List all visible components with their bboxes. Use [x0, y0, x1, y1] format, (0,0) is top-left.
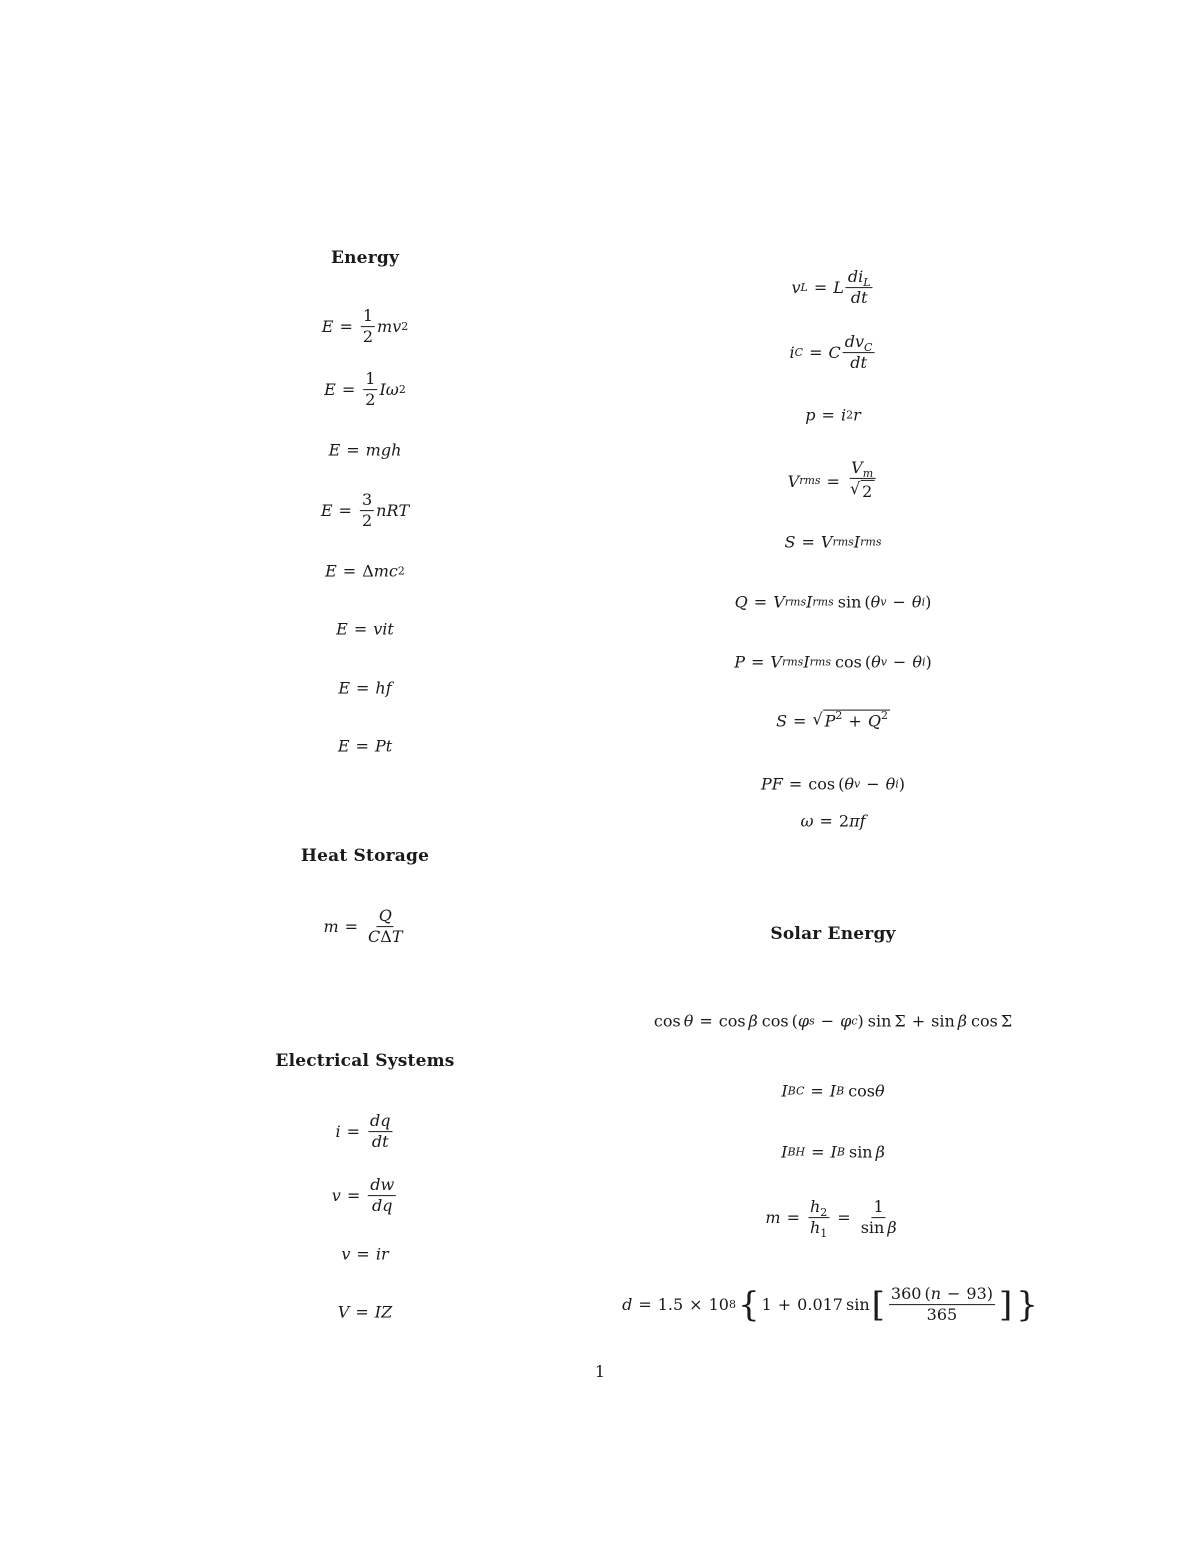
frac-den: 2 [365, 390, 376, 410]
subscript: m [862, 466, 874, 480]
func: sin [848, 1142, 873, 1162]
sym: θ [870, 592, 881, 612]
func: cos [718, 1011, 746, 1031]
frac-den [370, 1133, 391, 1152]
sym: V [787, 471, 800, 491]
brace: { [737, 1285, 760, 1325]
op: = [355, 736, 369, 756]
eq-electric-energy [336, 620, 394, 639]
eq-mass-energy: E = Δ m c 2 [325, 561, 405, 581]
func: cos [835, 652, 862, 672]
op: − [892, 592, 906, 612]
sym: β [748, 1011, 758, 1031]
fraction [808, 1197, 829, 1241]
num: 1 [761, 1295, 772, 1315]
sym: ω [385, 380, 399, 400]
sym: g [380, 440, 392, 460]
frac-num: 3 [360, 491, 374, 511]
radicand: 2 [862, 482, 873, 502]
paren: ) [925, 652, 932, 672]
sym: θ [683, 1011, 694, 1031]
fraction [366, 907, 404, 947]
subscript: 1 [820, 1227, 828, 1241]
sym: t [860, 353, 867, 373]
eq-ohms-law [341, 1245, 388, 1264]
eq-capacitor-current: i C = C $\frac{dv_C}{dt}$ [789, 332, 873, 373]
frac-den: 365 [926, 1305, 958, 1325]
eq-reactive-power: Q = V rms I rms sin ( θ v − θ i ) [734, 592, 932, 612]
sym: v [341, 1244, 351, 1264]
frac-num [808, 1198, 829, 1218]
fraction [368, 1112, 393, 1152]
sym: P [734, 652, 746, 672]
square-root [850, 480, 874, 503]
sym: i [858, 267, 864, 287]
frac-den [848, 354, 869, 373]
frac-num: 1 [361, 307, 375, 327]
sym: Q [867, 711, 881, 731]
sym: Z [381, 1302, 393, 1322]
op: + [777, 1295, 792, 1315]
fraction [360, 491, 374, 531]
sym: p [805, 405, 816, 425]
frac-den [849, 289, 870, 308]
eq-inductor-voltage: v L = L $\frac{di_L}{dt}$ [791, 267, 871, 308]
op: = [339, 317, 353, 337]
sym: φ [797, 1011, 810, 1031]
func: cos [653, 1011, 681, 1031]
sym: i [840, 405, 847, 425]
op: = [346, 1186, 361, 1206]
sym: m [373, 561, 389, 581]
sym: P [760, 774, 772, 794]
sym: C [828, 343, 841, 363]
func: sin [867, 1011, 892, 1031]
op: = [801, 532, 815, 552]
sym: π [849, 811, 860, 831]
op: = [837, 1208, 851, 1228]
paren: ( [791, 1011, 798, 1031]
paren: ) [857, 1011, 864, 1031]
op: − [947, 1284, 961, 1304]
sym: I [781, 1081, 788, 1101]
op: = [819, 811, 833, 831]
sym: θ [911, 592, 922, 612]
sym: Δ [362, 561, 374, 581]
func: sin [860, 1218, 885, 1238]
radicand [823, 710, 890, 733]
sym: v [392, 317, 402, 337]
sym: m [765, 1208, 781, 1228]
frac-den [366, 928, 404, 947]
heading-solar-energy: Solar Energy [770, 924, 896, 944]
op: = [810, 1081, 824, 1101]
frac-num: 1 [363, 370, 377, 390]
sym: d [371, 1196, 383, 1216]
eq-power-dissipation: p = i 2 r [805, 405, 861, 425]
paren: ( [838, 774, 845, 794]
sym: I [829, 1081, 837, 1101]
op: = [751, 652, 765, 672]
sym: Σ [894, 1011, 906, 1031]
sym: P [374, 736, 386, 756]
sym: θ [885, 774, 896, 794]
eq-power-factor: P F = cos ( θ v − θ i ) [760, 774, 906, 794]
paren: ( [924, 1284, 931, 1304]
eq-earth-sun-distance: d = 1.5 × 10 8 { 1 + 0.017 sin [ $\frac{360 (n - 93)}{365}$ ] } [622, 1284, 1038, 1325]
op: + [848, 711, 862, 731]
sym: I [379, 380, 386, 400]
sym: i [789, 343, 795, 363]
func: sin [837, 592, 862, 612]
sym: E [324, 380, 336, 400]
square-root [812, 710, 890, 733]
sym: V [773, 592, 785, 612]
sym: Σ [1000, 1011, 1013, 1031]
subscript: 2 [820, 1205, 828, 1219]
radical-sign: √ [812, 709, 823, 729]
eq-apparent-power: S = V rms I rms [784, 532, 882, 552]
frac-den [370, 1197, 395, 1216]
bracket: ] [999, 1285, 1013, 1325]
radical-sign: √ [849, 479, 861, 499]
op: − [866, 774, 880, 794]
eq-power-triangle [776, 710, 890, 733]
sym: r [853, 405, 861, 425]
op: = [353, 619, 368, 639]
sym: f [859, 811, 866, 831]
num: 0.017 [797, 1295, 843, 1315]
exp: 2 [880, 708, 888, 722]
sym: d [847, 267, 859, 287]
frac-num [846, 268, 873, 288]
op: = [344, 917, 359, 937]
sym: ω [800, 811, 814, 831]
frac-den: 2 [362, 327, 374, 347]
sym: v [373, 619, 383, 639]
op: = [826, 471, 840, 491]
eq-incidence-angle: cos θ = cos β cos ( φ s − φ c ) sin Σ + sin β cos Σ [653, 1011, 1013, 1031]
op: = [356, 678, 370, 698]
subscript: C [864, 340, 873, 354]
heading-energy: Energy [330, 248, 400, 268]
op: × [689, 1295, 703, 1315]
eq-photon-energy [338, 679, 391, 698]
sym: E [336, 619, 348, 639]
sym: n [930, 1284, 942, 1304]
num: 1.5 [657, 1295, 684, 1315]
sym: c [388, 561, 398, 581]
fraction [859, 1198, 899, 1238]
sym: v [331, 1186, 341, 1206]
op: = [786, 1208, 800, 1228]
frac-num: Q [377, 907, 394, 927]
frac-den: 2 [361, 511, 373, 531]
sym: m [365, 440, 381, 460]
sym: β [957, 1011, 967, 1031]
sym: Δ [380, 927, 392, 947]
sym: h [391, 440, 402, 460]
num: 10 [708, 1295, 729, 1315]
fraction [843, 333, 875, 373]
fraction [361, 307, 375, 347]
sym: m [377, 317, 393, 337]
sym: φ [840, 1011, 852, 1031]
sym: P [824, 711, 836, 731]
paren: ) [925, 592, 932, 612]
sym: E [337, 736, 350, 756]
sym: d [844, 332, 855, 352]
fraction [848, 459, 876, 503]
sym: E [320, 501, 333, 521]
func: sin [845, 1295, 870, 1315]
sym: V [337, 1302, 350, 1322]
sym: d [850, 288, 862, 308]
fraction [363, 370, 377, 410]
sym: θ [912, 652, 922, 672]
sym: h [809, 1197, 821, 1217]
heading-heat-storage: Heat Storage [300, 846, 430, 866]
op: = [341, 380, 356, 400]
num: 360 [890, 1284, 922, 1304]
sym: θ [875, 1081, 885, 1101]
sym: Q [734, 592, 748, 612]
op: = [338, 501, 352, 521]
sym: E [325, 561, 337, 581]
op: − [892, 652, 907, 672]
sym: E [338, 678, 351, 698]
paren: ) [986, 1284, 994, 1304]
eq-thermal-energy [321, 491, 409, 531]
sym: L [833, 278, 844, 298]
sym: h [375, 678, 386, 698]
op: = [809, 343, 823, 363]
sym: V [770, 652, 782, 672]
sym: t [387, 619, 394, 639]
sym: θ [844, 774, 854, 794]
sym: q [380, 1111, 391, 1131]
sym: T [391, 927, 403, 947]
sym: β [887, 1218, 897, 1238]
frac-num: 1 [872, 1198, 886, 1218]
sym: E [328, 440, 341, 460]
op: = [355, 1302, 369, 1322]
sym: f [385, 678, 392, 698]
sym: R [386, 501, 399, 521]
op: = [699, 1011, 713, 1031]
brace: } [1016, 1285, 1038, 1325]
sym: i [382, 619, 388, 639]
frac-den [848, 479, 876, 503]
func: cos [761, 1011, 789, 1031]
sym: m [323, 917, 339, 937]
eq-potential-energy [329, 441, 402, 460]
sym: i [335, 1122, 341, 1142]
op: = [793, 711, 807, 731]
sym: d [622, 1295, 633, 1315]
eq-current [335, 1112, 394, 1152]
fraction [368, 1176, 396, 1216]
sym: v [791, 278, 801, 298]
sym: V [820, 532, 833, 552]
op: = [788, 774, 803, 794]
sym: I [374, 1302, 382, 1322]
sym: t [382, 1132, 389, 1152]
eq-beam-horizontal: I BH = I B sin β [781, 1142, 885, 1162]
paren: ) [898, 774, 906, 794]
sym: V [851, 457, 863, 477]
exp: 2 [835, 708, 843, 722]
frac-num [843, 333, 875, 353]
sym: I [806, 592, 813, 612]
op: = [346, 1122, 361, 1142]
op: = [821, 405, 835, 425]
eq-shadow-ratio [765, 1197, 900, 1241]
sym: d [370, 1111, 381, 1131]
sym: I [781, 1142, 788, 1162]
op: = [346, 440, 360, 460]
sym: d [370, 1175, 381, 1195]
sym: T [398, 501, 410, 521]
paren: ( [864, 592, 871, 612]
num: 93 [966, 1284, 987, 1304]
op: = [342, 561, 357, 581]
bracket: [ [871, 1285, 885, 1325]
sym: I [803, 652, 810, 672]
fraction [846, 268, 873, 308]
frac-num [368, 1176, 396, 1196]
sym: t [861, 288, 868, 308]
fraction [889, 1285, 995, 1325]
func: cos [808, 774, 836, 794]
page-number: 1 [594, 1362, 606, 1381]
sym: q [382, 1196, 393, 1216]
op: − [820, 1011, 835, 1031]
eq-angular-frequency [800, 812, 865, 831]
op: = [356, 1244, 370, 1264]
func: cos [848, 1081, 876, 1101]
sym: i [375, 1244, 381, 1264]
sym: F [771, 774, 783, 794]
sym: h [809, 1218, 821, 1238]
sym: v [854, 332, 865, 352]
eq-rms-voltage: V rms = $V_m$ √ 2 [788, 459, 879, 503]
op: = [638, 1295, 652, 1315]
func: cos [971, 1011, 998, 1031]
op: = [753, 592, 768, 612]
eq-voltage [332, 1176, 398, 1216]
sym: β [875, 1142, 885, 1162]
paren: ( [864, 652, 872, 672]
frac-num [889, 1285, 995, 1305]
sym: E [321, 317, 334, 337]
sym: r [380, 1244, 389, 1264]
sym: w [380, 1175, 395, 1195]
eq-beam-collector: I BC = I B cos θ [781, 1081, 885, 1101]
sym: t [385, 736, 393, 756]
sym: S [784, 532, 796, 552]
eq-rotational-energy: E = $\frac{1}{2}$ I ω 2 [324, 369, 406, 410]
subscript: L [863, 275, 871, 289]
sym: I [830, 1142, 837, 1162]
eq-heat-storage-mass [323, 907, 406, 947]
op: = [811, 1142, 825, 1162]
eq-kinetic-energy: E = $\frac{1}{2}$ m v 2 [321, 306, 409, 347]
frac-den [859, 1219, 899, 1238]
heading-electrical-systems: Electrical Systems [275, 1051, 455, 1071]
eq-impedance [338, 1303, 392, 1322]
sym: I [853, 532, 861, 552]
num: 2 [838, 811, 850, 831]
sym: C [368, 927, 381, 947]
frac-num [368, 1112, 393, 1132]
frac-num [849, 459, 875, 479]
sym: d [371, 1132, 383, 1152]
eq-real-power: P = V rms I rms cos ( θ v − θ i ) [734, 652, 932, 672]
sym: d [850, 353, 861, 373]
frac-den [808, 1218, 829, 1241]
eq-power-time [338, 737, 392, 756]
sym: n [376, 501, 387, 521]
op: + [911, 1011, 926, 1031]
func: sin [931, 1011, 955, 1031]
sym: θ [871, 652, 881, 672]
op: = [813, 278, 828, 298]
sym: S [776, 711, 788, 731]
